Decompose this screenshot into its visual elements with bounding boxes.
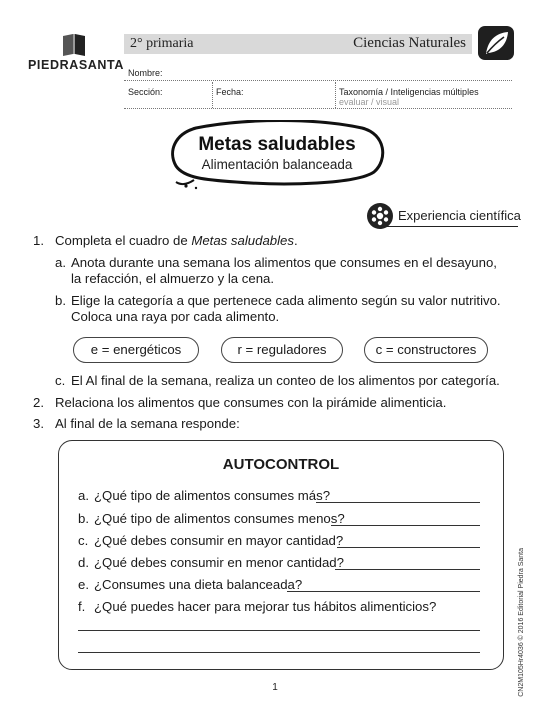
question-text: ¿Consumes una dieta balanceada? [94,577,303,592]
section-label: Experiencia científica [398,208,521,223]
question-text: ¿Qué debes consumir en menor cantidad? [94,555,344,570]
instruction-1c: El Al final de la semana, realiza un conteo de los alimentos por categoría. [71,373,500,388]
instruction-2: Relaciona los alimentos que consumes con la pirámide alimenticia. [55,395,447,410]
category-constructores: c = constructores [364,337,488,363]
question-letter: f. [78,599,86,614]
name-field[interactable]: Nombre: [128,68,163,78]
taxonomy-sub-label: evaluar / visual [339,97,400,107]
answer-line-f2[interactable] [78,652,480,653]
sub-item-letter: c. [55,373,66,388]
worksheet-subtitle: Alimentación balanceada [201,157,353,172]
category-energeticos: e = energéticos [73,337,199,363]
question-letter: b. [78,511,89,526]
autocontrol-title: AUTOCONTROL [222,456,340,473]
molecule-icon [366,202,394,230]
leaf-icon [478,26,514,60]
instruction-1a-line1: Anota durante una semana los alimentos que consumes en el desayuno, [71,255,497,270]
instruction-1-end: . [294,233,298,248]
grade-bar [124,34,472,54]
instruction-1-text: Completa el cuadro de [55,233,192,248]
question-e [78,577,302,592]
field-divider [335,82,336,108]
sub-item-letter: a. [55,255,66,270]
brand-name: PIEDRASANTA [28,58,124,72]
instruction-1 [55,232,298,250]
sub-item-letter: b. [55,293,66,308]
question-letter: c. [78,533,89,548]
instruction-1b-line1: Elige la categoría a que pertenece cada alimento según su valor nutritivo. [71,293,501,308]
grade-label: 2° primaria [130,36,194,51]
item-number: 1. [33,233,44,248]
question-text: ¿Qué puedes hacer para mejorar tus hábitos alimenticios? [94,599,437,614]
answer-line-b[interactable] [331,525,480,526]
question-letter: d. [78,555,89,570]
publisher-logo [28,32,124,72]
worksheet-title: Metas saludables [198,134,356,155]
instruction-1b-line2: Coloca una raya por cada alimento. [71,309,280,324]
question-a [78,488,330,503]
question-d [78,555,344,570]
answer-line-f1[interactable] [78,630,480,631]
question-letter: a. [78,488,89,503]
question-text: ¿Qué debes consumir en mayor cantidad? [94,533,344,548]
question-f [78,599,436,614]
name-line [124,80,512,81]
answer-line-d[interactable] [335,569,480,570]
subject-label: Ciencias Naturales [353,35,466,51]
date-field[interactable]: Fecha: [216,87,244,97]
instruction-1a-line2: la refacción, el almuerzo y la cena. [71,271,275,286]
item-number: 2. [33,395,44,410]
book-logo-icon [61,32,87,56]
question-b [78,511,345,526]
field-divider [212,82,213,108]
section-field[interactable]: Sección: [128,87,163,97]
copyright-note [518,408,525,697]
instruction-3: Al final de la semana responde: [55,416,240,431]
question-letter: e. [78,577,89,592]
copyright-text: CN2M105Hr4036 © 2016 Editorial Piedra Santa [518,548,525,697]
question-text: ¿Qué tipo de alimentos consumes más? [94,488,331,503]
section-underline [384,226,518,227]
item-number: 3. [33,416,44,431]
answer-line-a[interactable] [316,502,480,503]
answer-line-c[interactable] [337,547,480,548]
answer-line-e[interactable] [287,591,480,592]
instruction-1-italic: Metas saludables [191,233,294,248]
page-number: 1 [272,682,278,693]
taxonomy-label: Taxonomía / Inteligencias múltiples [339,87,479,97]
question-c [78,533,343,548]
section-line [124,108,512,109]
question-text: ¿Qué tipo de alimentos consumes menos? [94,511,345,526]
category-reguladores: r = reguladores [221,337,343,363]
